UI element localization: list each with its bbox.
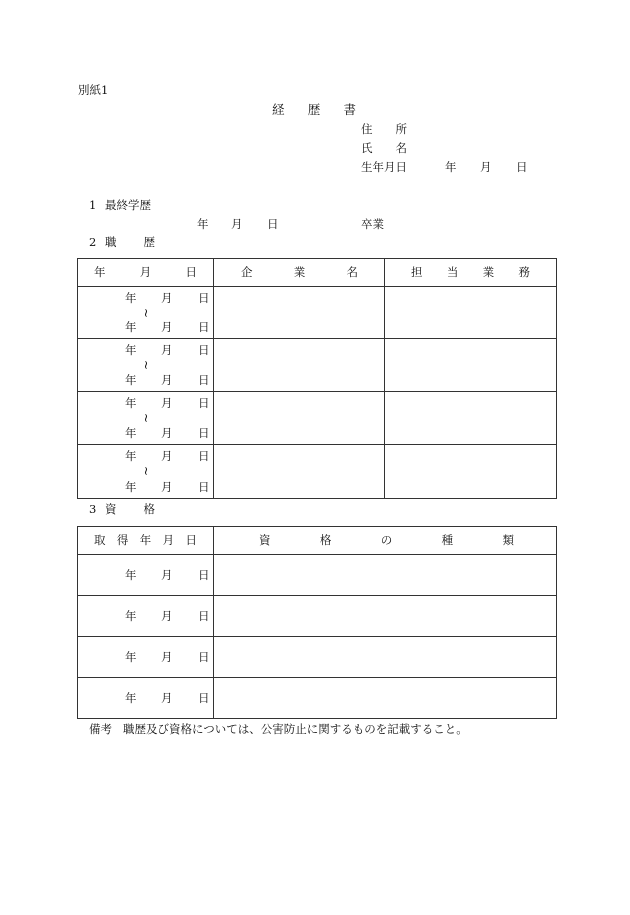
duties-cell[interactable] <box>385 339 557 392</box>
company-cell[interactable] <box>214 287 385 339</box>
day-unit: 日 <box>198 568 210 582</box>
address-label-char: 住 <box>361 122 373 136</box>
to-year-unit: 年 <box>125 320 137 334</box>
to-month-unit: 月 <box>161 373 173 387</box>
header-char: 名 <box>346 264 358 279</box>
career-period-cell[interactable] <box>78 339 214 392</box>
to-day-unit: 日 <box>198 320 210 334</box>
acquired-date-cell[interactable] <box>78 678 214 719</box>
header-char: 業 <box>293 264 306 279</box>
day-unit: 日 <box>198 609 210 623</box>
address-label <box>361 124 407 136</box>
qualification-row <box>78 555 557 596</box>
header-char: 企 <box>241 264 253 279</box>
from-month-unit: 月 <box>161 343 173 357</box>
header-char: 月 <box>162 532 175 547</box>
header-char: 類 <box>502 532 514 547</box>
header-char: 取 <box>94 532 106 547</box>
career-row <box>78 392 557 445</box>
title-char: 経 <box>272 102 285 117</box>
qualifications-table <box>77 526 557 719</box>
duties-cell[interactable] <box>385 445 557 499</box>
company-cell[interactable] <box>214 445 385 499</box>
from-day-unit: 日 <box>198 343 210 357</box>
range-mark: ~ <box>139 308 153 319</box>
range-mark: ~ <box>139 466 153 477</box>
header-char: 務 <box>518 264 530 279</box>
career-heading-char: 職 <box>105 235 117 249</box>
career-row <box>78 287 557 339</box>
career-table <box>77 258 557 499</box>
company-cell[interactable] <box>214 392 385 445</box>
duties-cell[interactable] <box>385 287 557 339</box>
name-label-char: 名 <box>395 141 407 155</box>
remarks-text: 職歴及び資格については、公害防止に関するものを記載すること。 <box>123 722 468 736</box>
attachment-label: 別紙1 <box>78 83 109 97</box>
to-day-unit: 日 <box>198 480 210 494</box>
year-unit: 年 <box>125 691 137 705</box>
career-heading-number: 2 <box>89 235 97 249</box>
qualification-row <box>78 637 557 678</box>
education-heading: 最終学歴 <box>105 198 151 212</box>
name-label-char: 氏 <box>361 141 373 155</box>
month-unit: 月 <box>161 609 173 623</box>
qualification-type-cell[interactable] <box>214 678 557 719</box>
range-mark: ~ <box>139 360 153 371</box>
month-unit: 月 <box>161 691 173 705</box>
address-label-char: 所 <box>395 122 407 136</box>
acquired-date-cell[interactable] <box>78 596 214 637</box>
to-year-unit: 年 <box>125 373 137 387</box>
duties-column-header <box>385 259 557 287</box>
to-year-unit: 年 <box>125 426 137 440</box>
document-title <box>272 104 356 117</box>
title-char: 歴 <box>307 102 321 117</box>
year-unit: 年 <box>125 609 137 623</box>
to-day-unit: 日 <box>198 426 210 440</box>
name-label <box>361 143 407 155</box>
qualification-type-cell[interactable] <box>214 596 557 637</box>
header-char: 種 <box>441 532 454 547</box>
header-char: 年 <box>139 532 152 547</box>
graduated-label: 卒業 <box>361 217 384 231</box>
career-row <box>78 445 557 499</box>
header-char: の <box>380 532 393 547</box>
to-month-unit: 月 <box>161 426 173 440</box>
from-day-unit: 日 <box>198 396 210 410</box>
qualification-type-cell[interactable] <box>214 637 557 678</box>
remarks-label: 備考 <box>89 722 112 736</box>
header-char: 年 <box>94 264 106 279</box>
header-char: 日 <box>185 264 197 279</box>
birthdate-day-unit: 日 <box>516 160 528 174</box>
education-year-unit: 年 <box>197 217 209 231</box>
career-heading-char: 歴 <box>143 235 155 249</box>
from-year-unit: 年 <box>125 449 137 463</box>
birthdate-year-unit: 年 <box>445 160 457 174</box>
from-month-unit: 月 <box>161 396 173 410</box>
year-unit: 年 <box>125 568 137 582</box>
career-heading <box>105 237 155 249</box>
education-heading-number: 1 <box>89 198 97 212</box>
title-char: 書 <box>343 102 356 117</box>
to-month-unit: 月 <box>161 320 173 334</box>
company-cell[interactable] <box>214 339 385 392</box>
career-row <box>78 339 557 392</box>
qualifications-heading-char: 資 <box>105 502 117 516</box>
acquired-date-cell[interactable] <box>78 637 214 678</box>
career-period-cell[interactable] <box>78 287 214 339</box>
birthdate-month-unit: 月 <box>480 160 492 174</box>
qualifications-heading <box>105 504 155 516</box>
career-period-cell[interactable] <box>78 445 214 499</box>
qualifications-heading-char: 格 <box>143 502 155 516</box>
qualification-row <box>78 596 557 637</box>
company-column-header <box>214 259 385 287</box>
to-month-unit: 月 <box>161 480 173 494</box>
header-char: 業 <box>482 264 495 279</box>
month-unit: 月 <box>161 568 173 582</box>
qualification-type-column-header <box>214 527 557 555</box>
day-unit: 日 <box>198 691 210 705</box>
career-date-column-header <box>78 259 214 287</box>
acquired-date-cell[interactable] <box>78 555 214 596</box>
from-year-unit: 年 <box>125 396 137 410</box>
from-month-unit: 月 <box>161 449 173 463</box>
from-month-unit: 月 <box>161 291 173 305</box>
header-char: 格 <box>319 532 332 547</box>
qualification-type-cell[interactable] <box>214 555 557 596</box>
to-year-unit: 年 <box>125 480 137 494</box>
birthdate-label: 生年月日 <box>361 160 407 174</box>
range-mark: ~ <box>139 413 153 424</box>
acquired-date-column-header <box>78 527 214 555</box>
header-char: 日 <box>185 532 197 547</box>
from-day-unit: 日 <box>198 449 210 463</box>
career-table-header <box>78 259 557 287</box>
qualifications-heading-number: 3 <box>89 502 97 516</box>
to-day-unit: 日 <box>198 373 210 387</box>
header-char: 当 <box>446 264 459 279</box>
education-day-unit: 日 <box>267 217 279 231</box>
from-year-unit: 年 <box>125 343 137 357</box>
header-char: 得 <box>116 532 129 547</box>
header-char: 月 <box>139 264 152 279</box>
month-unit: 月 <box>161 650 173 664</box>
qualification-row <box>78 678 557 719</box>
from-year-unit: 年 <box>125 291 137 305</box>
education-month-unit: 月 <box>231 217 243 231</box>
from-day-unit: 日 <box>198 291 210 305</box>
day-unit: 日 <box>198 650 210 664</box>
career-period-cell[interactable] <box>78 392 214 445</box>
header-char: 資 <box>259 532 271 547</box>
year-unit: 年 <box>125 650 137 664</box>
duties-cell[interactable] <box>385 392 557 445</box>
qualifications-table-header <box>78 527 557 555</box>
header-char: 担 <box>411 264 423 279</box>
